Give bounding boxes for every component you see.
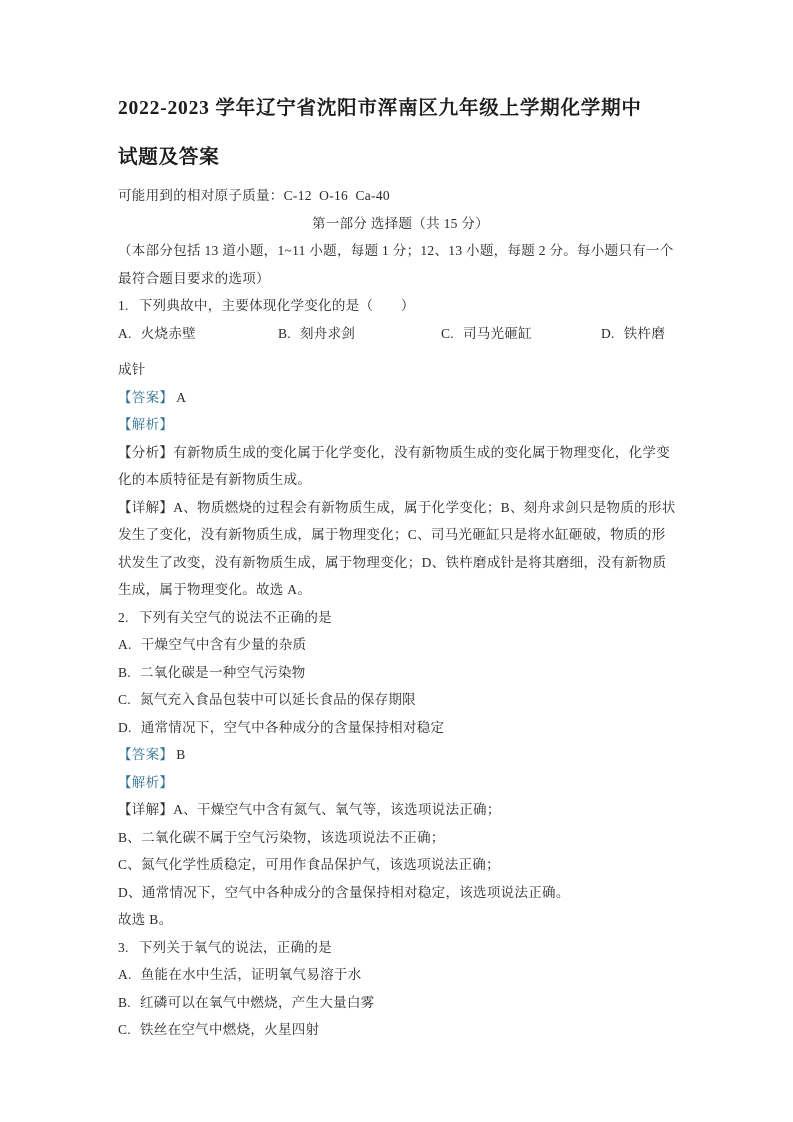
page-title-line: 2022-2023 学年辽宁省沈阳市浑南区九年级上学期化学期中 [118, 98, 642, 119]
question-2-analysis-heading [118, 769, 683, 797]
detail-line: 生成，属于物理变化。故选 A。 [118, 582, 312, 597]
option-text: 红磷可以在氧气中燃烧，产生大量白雾 [139, 994, 375, 1010]
option-text: 刻舟求剑 [299, 325, 356, 341]
option-text: 氮气充入食品包装中可以延长食品的保存期限 [139, 692, 416, 707]
option-a [118, 961, 683, 989]
section-heading: 第一部分 选择题（共 15 分） [312, 215, 489, 231]
question-stem-text: 下列典故中，主要体现化学变化的是（ ） [138, 298, 415, 313]
atomic-mass-note: 可能用到的相对原子质量：C-12 O-16 Ca-40 [118, 188, 390, 203]
option-d [601, 320, 683, 348]
option-text: 二氧化碳是一种空气污染物 [139, 664, 306, 680]
detail-line: 【详解】A、物质燃烧的过程会有新物质生成，属于化学变化；B、刻舟求剑只是物质的形状 [118, 499, 676, 515]
answer-value: A [176, 389, 187, 405]
option-label: B. [278, 325, 291, 341]
option-b [278, 320, 441, 348]
question-number: 1. [118, 298, 129, 313]
option-label: A. [118, 637, 132, 652]
option-text: 通常情况下，空气中各种成分的含量保持相对稳定 [140, 719, 445, 735]
option-c [118, 686, 683, 714]
option-text: 司马光砸缸 [462, 325, 532, 341]
analysis-label: 【解析】 [118, 774, 174, 790]
detail-line: D、通常情况下，空气中各种成分的含量保持相对稳定，该选项说法正确。 [118, 884, 570, 900]
detail-line: 发生了变化，没有新物质生成，属于物理变化；C、司马光砸缸只是将水缸砸破，物质的形 [118, 527, 666, 542]
option-a [118, 631, 683, 659]
detail-line: 状发生了改变，没有新物质生成，属于物理变化；D、铁杵磨成针是将其磨细，没有新物质 [118, 554, 667, 570]
option-label: C. [441, 325, 454, 341]
question-1-stem [118, 292, 683, 320]
answer-value: B [176, 747, 186, 762]
question-stem-text: 下列有关空气的说法不正确的是 [138, 609, 332, 625]
analysis-line: 化的本质特征是有新物质生成。 [118, 472, 312, 487]
question-number: 2. [118, 609, 129, 625]
option-label: D. [601, 325, 615, 341]
option-text: 铁丝在空气中燃烧，火星四射 [139, 1022, 320, 1037]
detail-line: B、二氧化碳不属于空气污染物，该选项说法不正确； [118, 829, 445, 845]
option-c [441, 320, 601, 348]
question-1-options-row [118, 320, 683, 348]
analysis-label: 【解析】 [118, 417, 174, 432]
question-2-answer-line [118, 741, 683, 769]
option-text: 铁杵磨 [623, 325, 666, 341]
question-3-stem [118, 934, 683, 962]
option-label: A. [118, 325, 132, 341]
option-b [118, 989, 683, 1017]
option-c [118, 1016, 683, 1044]
page-title-line: 试题及答案 [118, 147, 220, 168]
option-label: B. [118, 664, 131, 680]
option-d [118, 714, 683, 742]
analysis-line: 【分析】有新物质生成的变化属于化学变化，没有新物质生成的变化属于物理变化，化学变 [118, 444, 670, 460]
question-number: 3. [118, 939, 129, 955]
section-instructions-line: （本部分包括 13 道小题，1~11 小题，每题 1 分；12、13 小题，每题 2 分。每小题只有一个 [118, 243, 674, 258]
section-instructions-line: 最符合题目要求的选项） [118, 270, 270, 286]
answer-label: 【答案】 [118, 747, 174, 762]
option-label: B. [118, 994, 131, 1010]
answer-label: 【答案】 [118, 389, 174, 405]
option-d-overflow-text: 成针 [118, 362, 146, 377]
option-label: D. [118, 719, 132, 735]
detail-line: 故选 B。 [118, 912, 173, 927]
question-stem-text: 下列关于氧气的说法，正确的是 [138, 939, 332, 955]
option-text: 干燥空气中含有少量的杂质 [140, 637, 307, 652]
option-label: A. [118, 967, 132, 982]
question-1-answer-line [118, 384, 683, 412]
question-1-analysis-heading [118, 411, 683, 439]
option-label: C. [118, 1022, 131, 1037]
option-label: C. [118, 692, 131, 707]
detail-line: C、氮气化学性质稳定，可用作食品保护气，该选项说法正确； [118, 857, 500, 872]
option-a [118, 320, 278, 348]
option-text: 鱼能在水中生活，证明氧气易溶于水 [140, 967, 362, 982]
detail-line: 【详解】A、干燥空气中含有氮气、氧气等，该选项说法正确； [118, 802, 501, 817]
option-text: 火烧赤壁 [140, 325, 196, 341]
page-title [118, 84, 683, 182]
question-2-stem [118, 604, 683, 632]
option-b [118, 659, 683, 687]
